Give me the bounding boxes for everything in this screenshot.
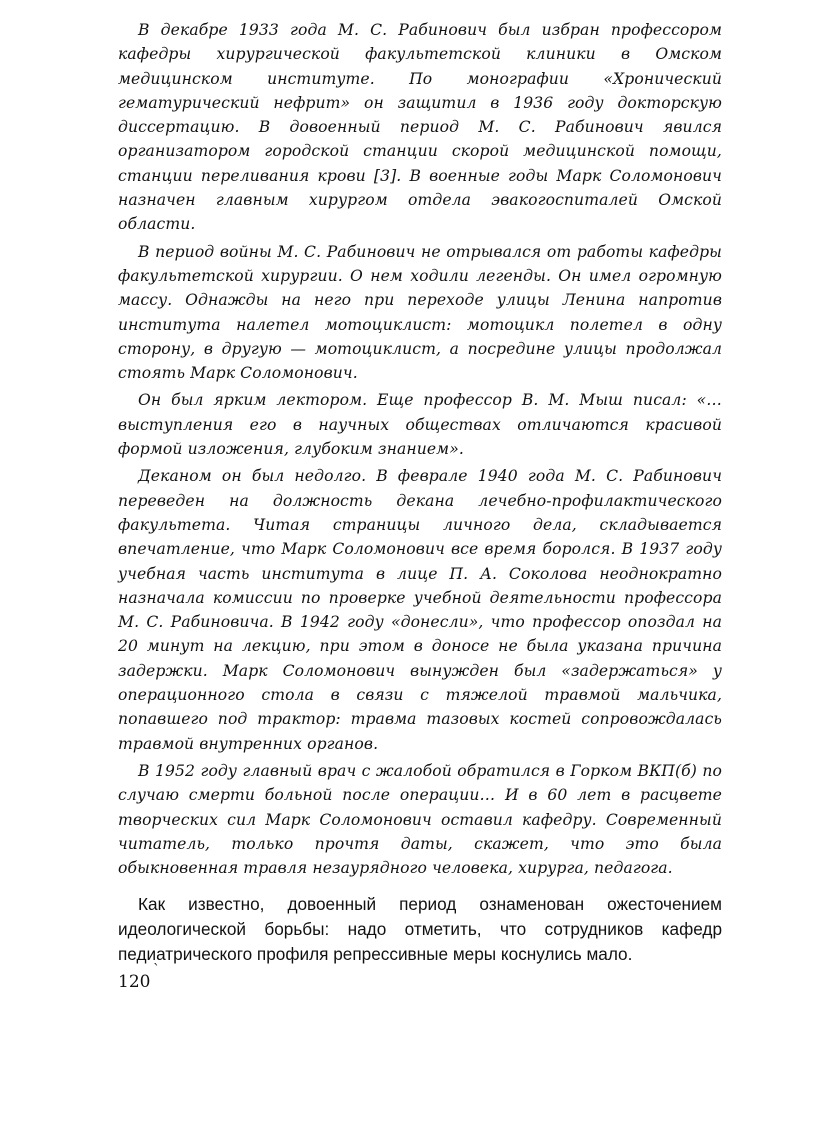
stray-mark: ` <box>153 962 160 978</box>
paragraph-1952: В 1952 году главный врач с жалобой обратился в Горком ВКП(б) по случаю смерти больной после операции… И в 60 лет в расцвете творческих сил Марк Соломонович оставил кафедру. Современный читатель, только прочтя даты, скажет, что это была обыкновенная травля незаурядного человека, хирурга, педагога. <box>118 761 722 878</box>
page-number: 120 <box>118 972 151 992</box>
paragraph-prewar-period: Как известно, довоенный период ознаменован ожесточением идеологической борьбы: надо отметить, что сотрудников кафедр педиатрического профиля репрессивные меры коснулись мало. <box>118 894 722 965</box>
page-body <box>118 18 722 967</box>
paragraph-lecturer: Он был ярким лектором. Еще профессор В. М. Мыш писал: «…выступления его в научных обществах отличаются красивой формой изложения, глубоким знанием». <box>118 391 722 459</box>
paragraph-war-years: В период войны М. С. Рабинович не отрывался от работы кафедры факультетской хирургии. О нем ходили легенды. Он имел огромную массу. Однажды на него при переходе улицы Ленина напротив института налетел мотоциклист: мотоцикл полетел в одну сторону, в другую — мотоциклист, а посредине улицы продолжал стоять Марк Соломонович. <box>118 242 722 383</box>
paragraph-appointment: В декабре 1933 года М. С. Рабинович был избран профессором кафедры хирургической факультетской клиники в Омском медицинском институте. По монографии «Хронический гематурический нефрит» он защитил в 1936 году докторскую диссертацию. В довоенный период М. С. Рабинович явился организатором городской станции скорой медицинской помощи, станции переливания крови [3]. В военные годы Марк Соломонович назначен главным хирургом отдела эвакогоспиталей Омской области. <box>118 21 722 234</box>
paragraph-dean: Деканом он был недолго. В феврале 1940 года М. С. Рабинович переведен на должность декана лечебно-профилактического факультета. Читая страницы личного дела, складывается впечатление, что Марк Соломонович все время боролся. В 1937 году учебная часть института в лице П. А. Соколова неоднократно назначала комиссии по проверке учебной деятельности профессора М. С. Рабиновича. В 1942 году «донесли», что профессор опоздал на 20 минут на лекцию, при этом в доносе не была указана причина задержки. Марк Соломонович вынужден был «задержаться» у операционного стола в связи с тяжелой травмой мальчика, попавшего под трактор: травма тазовых костей сопровождалась травмой внутренних органов. <box>118 467 722 753</box>
